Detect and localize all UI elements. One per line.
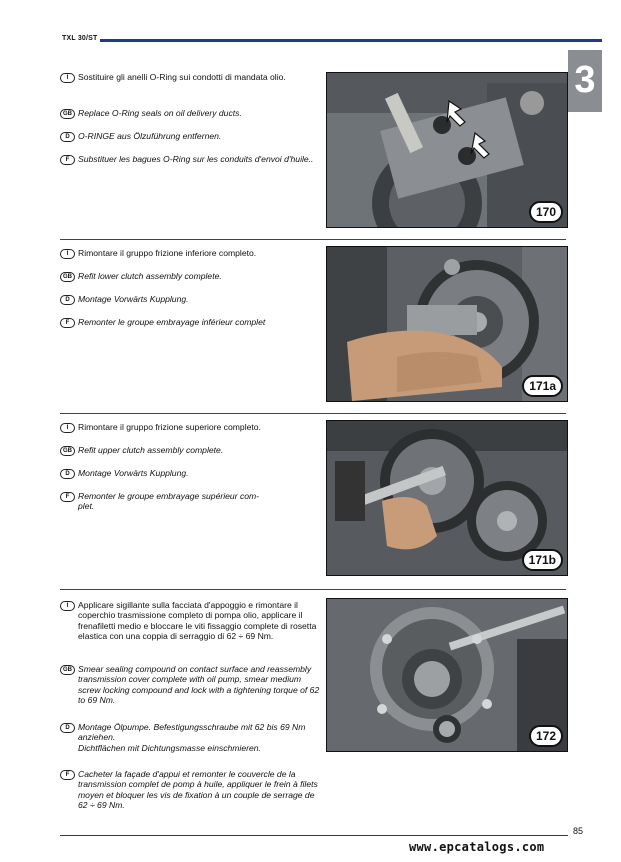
entry-de [60, 468, 322, 478]
entry-text: Montage Vorwärts Kupplung. [78, 468, 189, 478]
step-172 [60, 598, 565, 828]
entry-gb [60, 664, 322, 706]
entry-fr [60, 491, 322, 512]
lang-badge: GB [60, 446, 75, 456]
lang-badge: GB [60, 665, 75, 675]
entry-text: Montage Vorwärts Kupplung. [78, 294, 189, 304]
entry-de [60, 294, 322, 304]
step-170 [60, 70, 565, 230]
chapter-number: 3 [574, 59, 596, 101]
entry-gb [60, 108, 322, 118]
page-number: 85 [573, 826, 584, 836]
lang-badge: F [60, 770, 75, 780]
lang-badge: F [60, 155, 75, 165]
entry-text: Refit lower clutch assembly complete. [78, 271, 222, 281]
lang-badge: D [60, 723, 75, 733]
entry-fr [60, 154, 322, 164]
step-171b [60, 420, 565, 580]
figure-label: 172 [529, 725, 563, 747]
entry-text: Montage Ölpumpe. Befestigungsschraube mit 62 bis 69 Nm anziehen. Dichtflächen mit Dichtungsmasse einschmieren. [78, 722, 306, 753]
photo-171b [326, 420, 568, 576]
photo-171a [326, 246, 568, 402]
entry-it [60, 248, 322, 258]
lang-badge: GB [60, 272, 75, 282]
entry-de [60, 131, 322, 141]
separator [60, 589, 566, 590]
lang-badge: I [60, 249, 75, 259]
entry-text: Remonter le groupe embrayage supérieur com- plet. [78, 491, 260, 512]
figure-label: 170 [529, 201, 563, 223]
entry-it [60, 600, 322, 642]
entry-text: Replace O-Ring seals on oil delivery ducts. [78, 108, 242, 118]
entry-text: Substituer les bagues O-Ring sur les conduits d'envoi d'huile.. [78, 154, 314, 164]
header-title: TXL 30/ST [62, 35, 98, 42]
entry-gb [60, 271, 322, 281]
entry-text: Sostituire gli anelli O-Ring sui condotti di mandata olio. [78, 72, 286, 82]
figure-label: 171a [522, 375, 563, 397]
lang-badge: F [60, 318, 75, 328]
lang-badge: D [60, 295, 75, 305]
entry-it [60, 72, 322, 82]
entry-text: Rimontare il gruppo frizione inferiore completo. [78, 248, 257, 258]
entry-text: Remonter le groupe embrayage inférieur complet [78, 317, 266, 327]
lang-badge: GB [60, 109, 75, 119]
lang-badge: D [60, 469, 75, 479]
photo-170 [326, 72, 568, 228]
entry-text: Cacheter la façade d'appui et remonter le couvercle de la transmission complet de pomp à huile, appliquer le frein à filets moyen et bloquer les vis de fixation à un couple de serrage de 62 ÷ 69 Nm. [78, 769, 318, 811]
entry-gb [60, 445, 322, 455]
footer-rule [60, 835, 568, 836]
photo-172 [326, 598, 568, 752]
separator [60, 239, 566, 240]
entry-fr [60, 769, 322, 811]
step-171a [60, 246, 565, 406]
entry-text: O-RINGE aus Ölzuführung entfernen. [78, 131, 222, 141]
entry-text: Refit upper clutch assembly complete. [78, 445, 224, 455]
chapter-tab [568, 50, 602, 112]
lang-badge: I [60, 601, 75, 611]
lang-badge: I [60, 423, 75, 433]
figure-label: 171b [522, 549, 563, 571]
entry-text: Rimontare il gruppo frizione superiore completo. [78, 422, 261, 432]
lang-badge: F [60, 492, 75, 502]
entry-text: Applicare sigillante sulla facciata d'appoggio e rimontare il coperchio trasmissione completo di pompa olio, applicare il frenafiletti medio e bloccare le viti fissaggio complete di rosetta elastica con una coppia di serraggio di 62 ÷ 69 Nm. [78, 600, 317, 642]
entry-de [60, 722, 322, 753]
entry-text: Smear sealing compound on contact surface and reassembly transmission cover complete with oil pump, smear medium screw locking compound and lock with a tightening torque of 62 to 69 Nm. [78, 664, 320, 706]
lang-badge: D [60, 132, 75, 142]
website-watermark: www.epcatalogs.com [409, 840, 545, 854]
separator [60, 413, 566, 414]
lang-badge: I [60, 73, 75, 83]
entry-it [60, 422, 322, 432]
header-rule [100, 39, 602, 42]
entry-fr [60, 317, 322, 327]
